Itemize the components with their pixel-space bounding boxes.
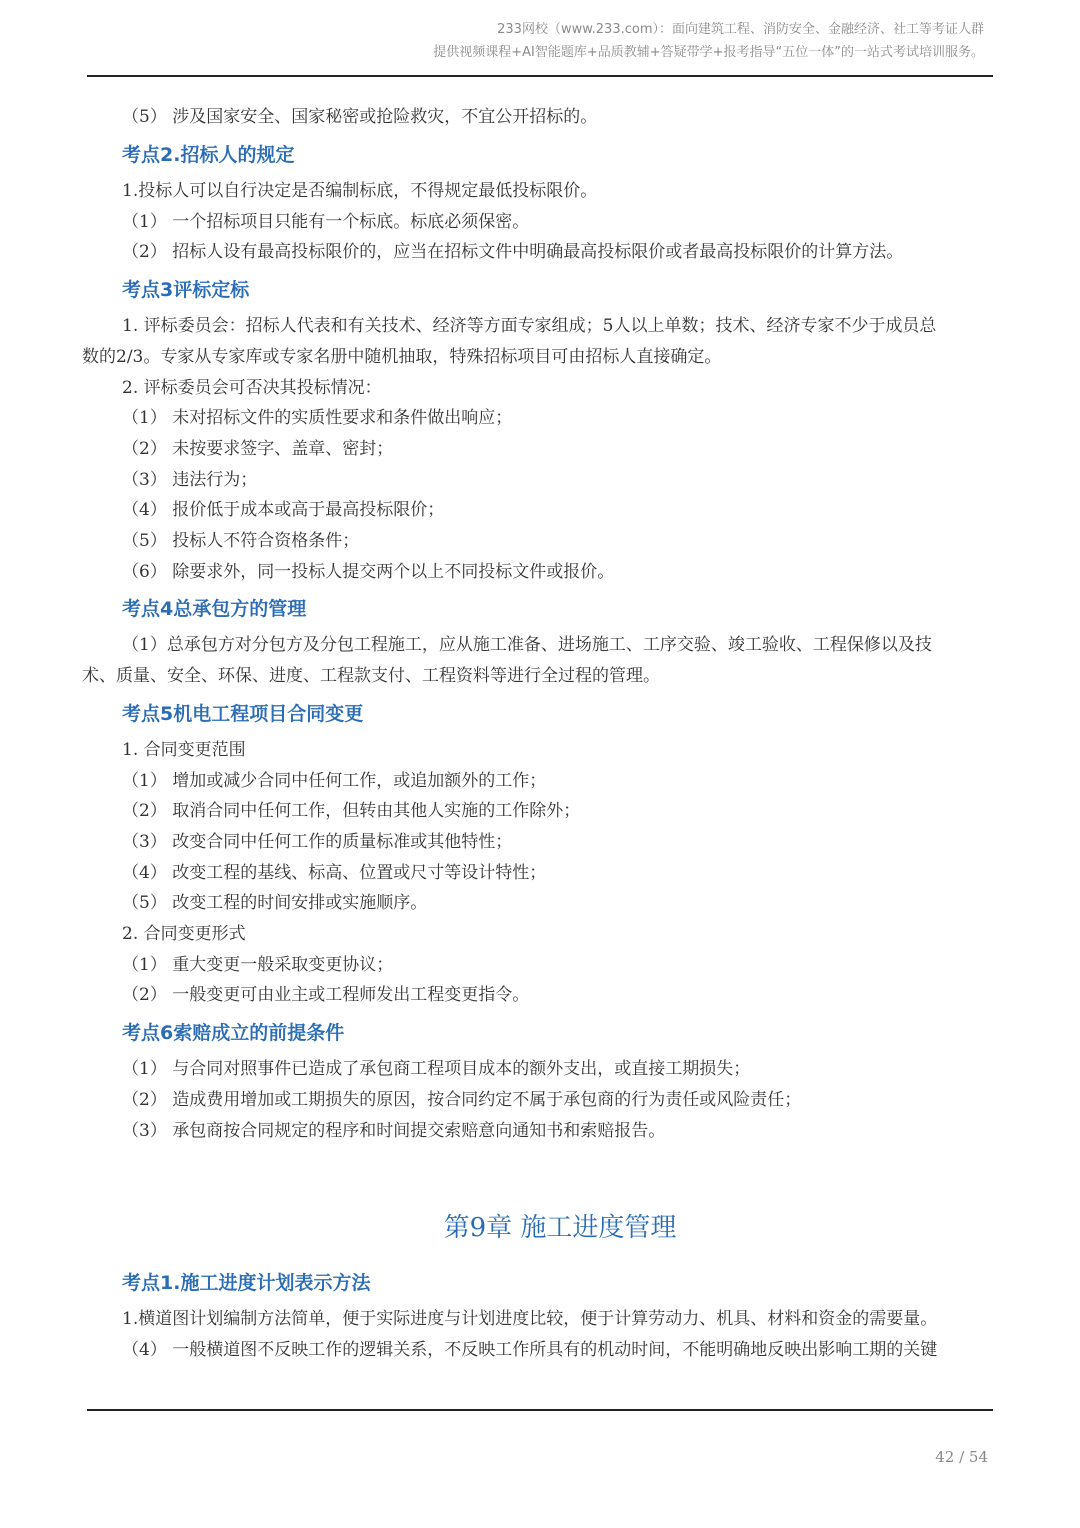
section-heading: 考点2.招标人的规定: [122, 144, 295, 166]
page-header: [433, 18, 984, 64]
footer-rule: [87, 1409, 993, 1411]
paragraph: 术、质量、安全、环保、进度、工程款支付、工程资料等进行全过程的管理。: [82, 666, 660, 686]
paragraph: （1） 一个招标项目只能有一个标底。标底必须保密。: [122, 212, 530, 232]
paragraph: 1.横道图计划编制方法简单，便于实际进度与计划进度比较，便于计算劳动力、机具、材料和资金的需要量。: [122, 1309, 938, 1329]
page-number: 42 / 54: [935, 1448, 988, 1466]
section-heading: 考点4总承包方的管理: [122, 598, 307, 620]
paragraph: 1.投标人可以自行决定是否编制标底，不得规定最低投标限价。: [122, 181, 598, 201]
paragraph: （3） 违法行为；: [122, 470, 258, 490]
paragraph: （1） 与合同对照事件已造成了承包商工程项目成本的额外支出，或直接工期损失；: [122, 1059, 751, 1079]
paragraph: （2） 一般变更可由业主或工程师发出工程变更指令。: [122, 985, 530, 1005]
paragraph: （5） 投标人不符合资格条件；: [122, 531, 360, 551]
chapter-title: 第9章 施工进度管理: [443, 1213, 677, 1243]
paragraph: 1. 合同变更范围: [122, 740, 246, 760]
paragraph: 2. 合同变更形式: [122, 924, 246, 944]
paragraph: 2. 评标委员会可否决其投标情况：: [122, 378, 382, 398]
section-heading: 考点3评标定标: [122, 279, 250, 301]
paragraph: （2） 造成费用增加或工期损失的原因，按合同约定不属于承包商的行为责任或风险责任；: [122, 1090, 802, 1110]
paragraph: （2） 未按要求签字、盖章、密封；: [122, 439, 394, 459]
paragraph: （4） 一般横道图不反映工作的逻辑关系，不反映工作所具有的机动时间，不能明确地反映出影响工期的关键: [122, 1340, 938, 1360]
paragraph: （6） 除要求外，同一投标人提交两个以上不同投标文件或报价。: [122, 562, 615, 582]
paragraph: 1. 评标委员会：招标人代表和有关技术、经济等方面专家组成；5人以上单数；技术、经济专家不少于成员总: [122, 316, 937, 336]
paragraph: （4） 改变工程的基线、标高、位置或尺寸等设计特性；: [122, 863, 547, 883]
paragraph: （2） 招标人设有最高投标限价的，应当在招标文件中明确最高投标限价或者最高投标限价的计算方法。: [122, 242, 904, 262]
section-heading: 考点1.施工进度计划表示方法: [122, 1272, 371, 1294]
paragraph: （1）总承包方对分包方及分包工程施工，应从施工准备、进场施工、工序交验、竣工验收、工程保修以及技: [122, 635, 932, 655]
paragraph: （1） 增加或减少合同中任何工作，或追加额外的工作；: [122, 771, 547, 791]
paragraph: （5） 涉及国家安全、国家秘密或抢险救灾，不宜公开招标的。: [122, 107, 598, 127]
paragraph: （5） 改变工程的时间安排或实施顺序。: [122, 893, 428, 913]
paragraph: 数的2/3。专家从专家库或专家名册中随机抽取，特殊招标项目可由招标人直接确定。: [82, 347, 722, 367]
paragraph: （4） 报价低于成本或高于最高投标限价；: [122, 500, 445, 520]
header-line-1: 233网校（www.233.com）：面向建筑工程、消防安全、金融经济、社工等考证人群: [497, 22, 984, 37]
section-heading: 考点5机电工程项目合同变更: [122, 703, 364, 725]
paragraph: （3） 改变合同中任何工作的质量标准或其他特性；: [122, 832, 513, 852]
paragraph: （1） 未对招标文件的实质性要求和条件做出响应；: [122, 408, 513, 428]
header-line-2: 提供视频课程+AI智能题库+品质教辅+答疑带学+报考指导“五位一体”的一站式考试培训服务。: [433, 45, 984, 60]
header-rule: [87, 75, 993, 77]
section-heading: 考点6索赔成立的前提条件: [122, 1022, 345, 1044]
paragraph: （2） 取消合同中任何工作，但转由其他人实施的工作除外；: [122, 801, 581, 821]
paragraph: （1） 重大变更一般采取变更协议；: [122, 955, 394, 975]
paragraph: （3） 承包商按合同规定的程序和时间提交索赔意向通知书和索赔报告。: [122, 1121, 666, 1141]
